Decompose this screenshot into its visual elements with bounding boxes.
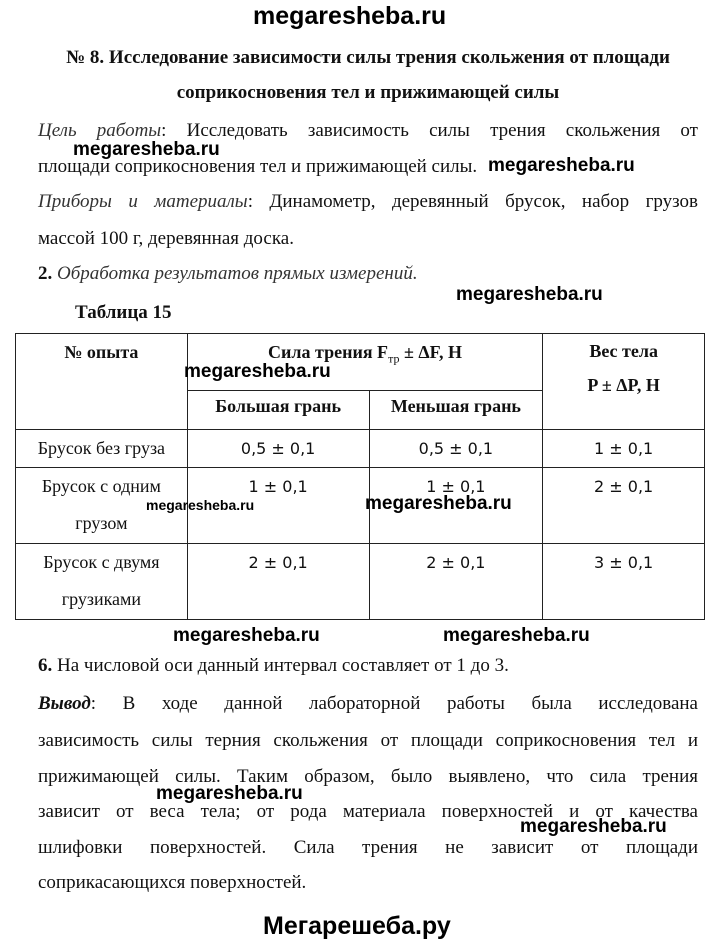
conclusion-line1 bbox=[38, 694, 698, 713]
materials-line2: массой 100 г, деревянная доска. bbox=[38, 228, 294, 249]
table-caption: Таблица 15 bbox=[75, 302, 172, 323]
header-large-face: Большая грань bbox=[187, 391, 369, 430]
conclusion-label: Вывод bbox=[38, 693, 91, 714]
watermark-3: megaresheba.ru bbox=[456, 284, 603, 305]
page-title-line1: № 8. Исследование зависимости силы трения скольжения от площади bbox=[66, 47, 670, 68]
header-body-weight-line1: Вес тела bbox=[589, 341, 658, 361]
table-row bbox=[16, 430, 705, 468]
section-2-number: 2. bbox=[38, 263, 53, 284]
header-body-weight-line2: P ± ΔP, H bbox=[587, 375, 660, 395]
watermark-top: megaresheba.ru bbox=[253, 2, 447, 30]
cell-weight: 1 ± 0,1 bbox=[543, 430, 705, 468]
cell-small-face: 1 ± 0,1 bbox=[369, 468, 543, 544]
row-label-line1: Брусок с двумя bbox=[43, 552, 160, 572]
row-label-line1: Брусок с одним bbox=[41, 476, 161, 496]
section-6 bbox=[38, 656, 698, 675]
row-label bbox=[16, 544, 188, 620]
watermark-6: megaresheba.ru bbox=[365, 493, 512, 514]
watermark-4: megaresheba.ru bbox=[184, 361, 331, 382]
cell-large-face: 1 ± 0,1 bbox=[187, 468, 369, 544]
table-row bbox=[16, 544, 705, 620]
goal-label: Цель работы bbox=[38, 120, 162, 141]
goal-line1 bbox=[38, 121, 698, 140]
materials-text: : Динамометр, деревянный брусок, набор грузов bbox=[247, 191, 698, 212]
cell-small-face: 2 ± 0,1 bbox=[369, 544, 543, 620]
conclusion-line3: прижимающей силы. Таким образом, было выявлено, что сила трения bbox=[38, 766, 698, 787]
section-6-text: На числовой оси данный интервал составляет от 1 до 3. bbox=[52, 655, 509, 676]
row-label-line2: грузом bbox=[75, 513, 128, 533]
results-table bbox=[15, 333, 705, 620]
goal-line2: площади соприкосновения тел и прижимающей силы. bbox=[38, 156, 478, 177]
watermark-5: megaresheba.ru bbox=[146, 497, 255, 513]
materials-label: Приборы и материалы bbox=[38, 191, 248, 212]
row-label: Брусок без груза bbox=[16, 430, 188, 468]
header-body-weight bbox=[543, 334, 705, 430]
section-2 bbox=[38, 264, 698, 283]
conclusion-text: : В ходе данной лабораторной работы была исследована bbox=[90, 693, 698, 714]
header-friction-force-sub: тр bbox=[388, 351, 400, 366]
watermark-9: megaresheba.ru bbox=[156, 783, 303, 804]
watermark-1: megaresheba.ru bbox=[73, 139, 220, 160]
section-6-number: 6. bbox=[38, 655, 53, 676]
row-label-line2: грузиками bbox=[61, 589, 142, 609]
section-2-text: Обработка результатов прямых измерений. bbox=[57, 263, 418, 284]
watermark-8: megaresheba.ru bbox=[443, 625, 590, 646]
watermark-10: megaresheba.ru bbox=[520, 816, 667, 837]
header-experiment-number-text: № опыта bbox=[64, 342, 139, 362]
materials-line1 bbox=[38, 192, 698, 211]
watermark-bottom: Мегарешеба.ру bbox=[263, 912, 451, 940]
conclusion-line2: зависимость силы терния скольжения от площади соприкосновения тел и bbox=[38, 730, 698, 751]
conclusion-line4: зависит от веса тела; от рода материала поверхностей и от качества bbox=[38, 801, 698, 822]
page-title-line2: соприкосновения тел и прижимающей силы bbox=[176, 82, 560, 103]
goal-text: : Исследовать зависимость силы трения скольжения от bbox=[161, 120, 698, 141]
header-friction-force-text: Сила трения F bbox=[268, 342, 389, 362]
cell-small-face: 0,5 ± 0,1 bbox=[369, 430, 543, 468]
header-small-face: Меньшая грань bbox=[369, 391, 543, 430]
cell-weight: 3 ± 0,1 bbox=[543, 544, 705, 620]
conclusion-line5: шлифовки поверхностей. Сила трения не зависит от площади bbox=[38, 837, 698, 858]
cell-large-face: 2 ± 0,1 bbox=[187, 544, 369, 620]
header-experiment-number bbox=[16, 334, 188, 430]
watermark-2: megaresheba.ru bbox=[488, 155, 635, 176]
watermark-7: megaresheba.ru bbox=[173, 625, 320, 646]
conclusion-line6: соприкасающихся поверхностей. bbox=[38, 872, 307, 893]
cell-large-face: 0,5 ± 0,1 bbox=[187, 430, 369, 468]
table-row bbox=[16, 468, 705, 544]
header-friction-force-rest: ± ΔF, H bbox=[399, 342, 462, 362]
cell-weight: 2 ± 0,1 bbox=[543, 468, 705, 544]
